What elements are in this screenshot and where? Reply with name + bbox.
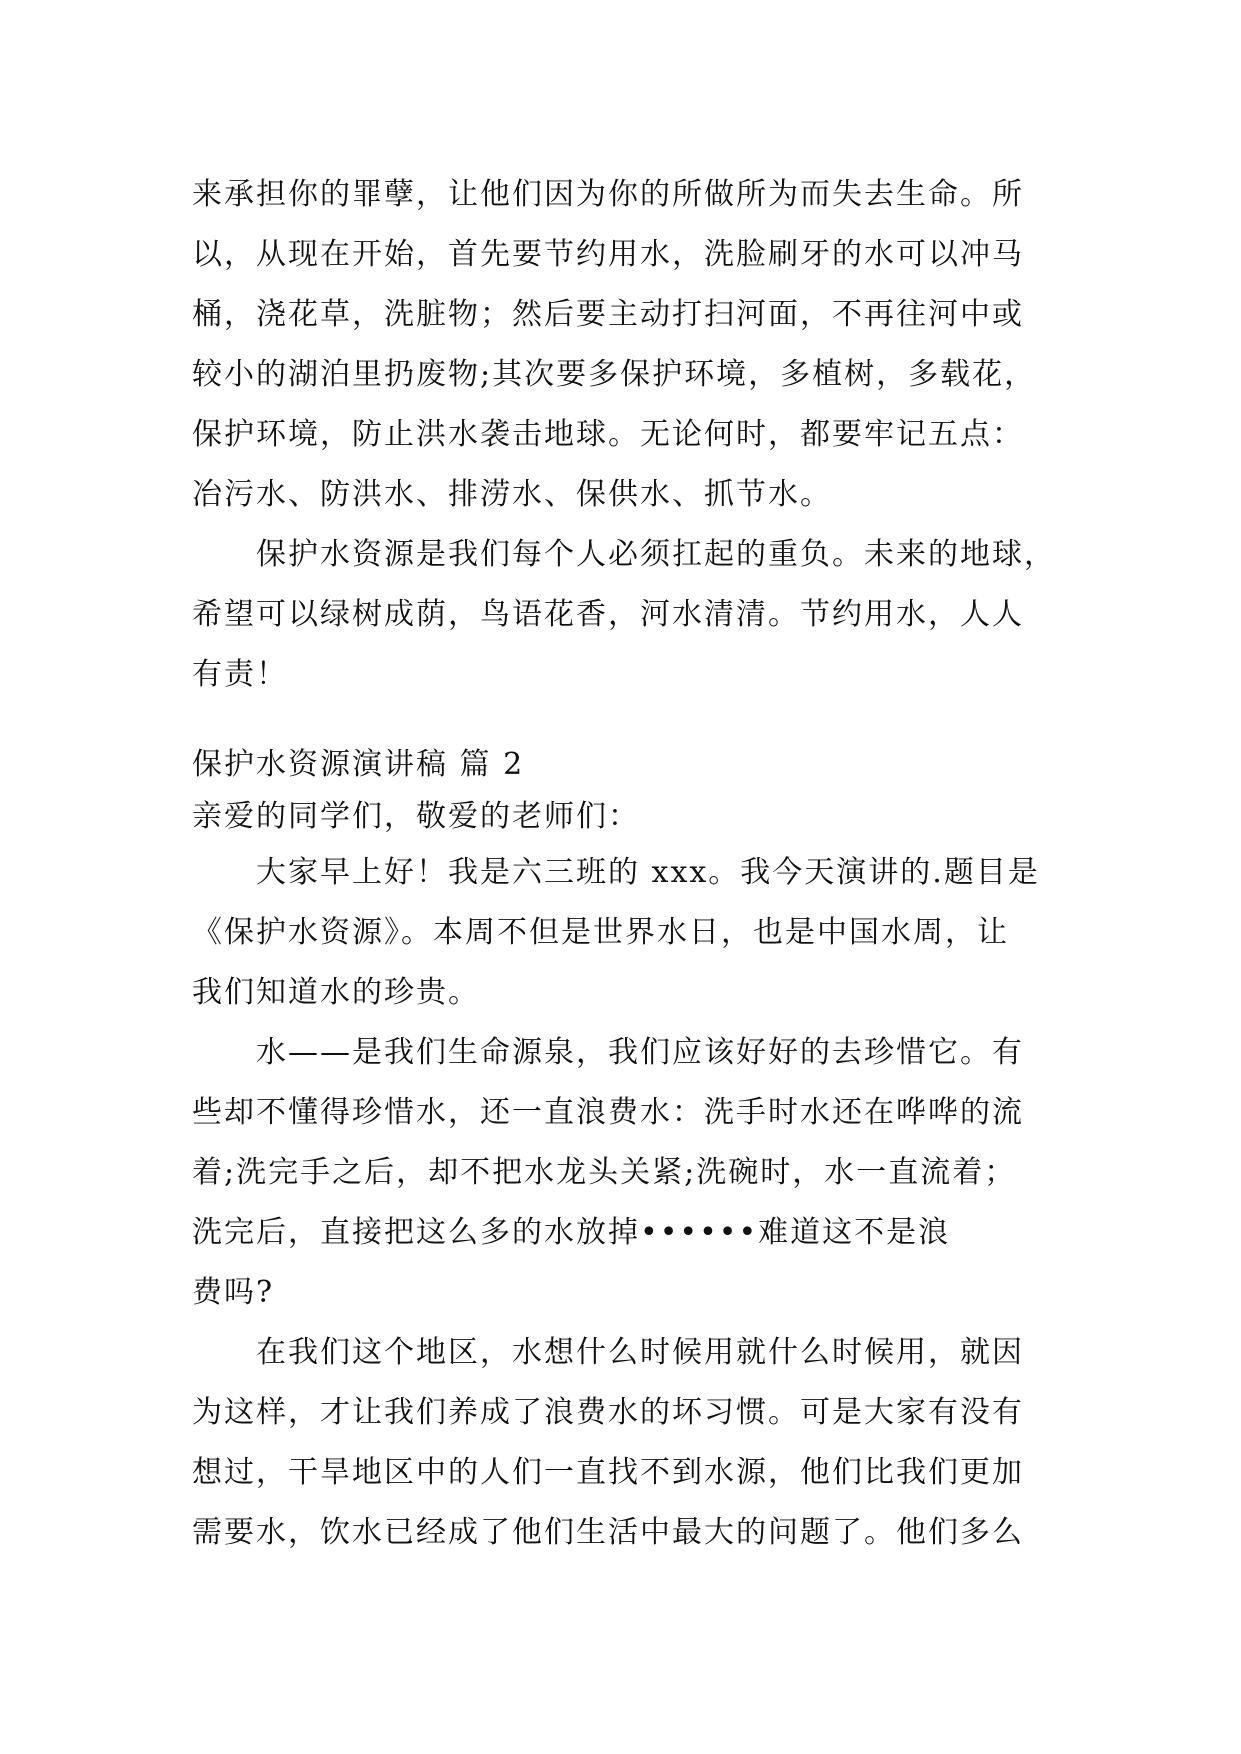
text-line: 较小的湖泊里扔废物;其次要多保护环境，多植树，多载花， [192, 357, 1037, 392]
text-line: 有责！ [192, 657, 288, 692]
paragraph-section1-2 [192, 525, 1056, 705]
text-line: 想过，干旱地区中的人们一直找不到水源，他们比我们更加 [192, 1455, 1024, 1490]
paragraph-section2-1 [192, 843, 1052, 1023]
text-line: 保护环境，防止洪水袭击地球。无论何时，都要牢记五点： [192, 417, 1024, 452]
text-line: 需要水，饮水已经成了他们生活中最大的问题了。他们多么 [192, 1515, 1024, 1550]
paragraph-section2-3 [192, 1323, 1052, 1563]
text-line: 保护水资源是我们每个人必须扛起的重负。未来的地球， [256, 537, 1056, 572]
greeting: 亲爱的同学们，敬爱的老师们： [192, 799, 640, 834]
text-line: 来承担你的罪孽，让他们因为你的所做所为而失去生命。所 [192, 177, 1024, 212]
text-line: 冶污水、防洪水、排涝水、保供水、抓节水。 [192, 477, 832, 512]
text-line: 桶，浇花草，洗脏物；然后要主动打扫河面，不再往河中或 [192, 297, 1024, 332]
paragraph-section2-2 [192, 1023, 1052, 1323]
paragraph-section1-1 [192, 165, 1052, 525]
text-line: 着;洗完手之后，却不把水龙头关紧;洗碗时，水一直流着； [192, 1155, 1017, 1190]
text-line: 为这样，才让我们养成了浪费水的坏习惯。可是大家有没有 [192, 1395, 1024, 1430]
text-line: 《保护水资源》。本周不但是世界水日，也是中国水周，让 [192, 915, 1009, 950]
text-line: 洗完后，直接把这么多的水放掉••••••难道这不是浪 [192, 1215, 951, 1250]
document-body [192, 165, 1056, 1563]
text-line: 费吗? [192, 1275, 275, 1310]
text-line: 希望可以绿树成荫，鸟语花香，河水清清。节约用水，人人 [192, 597, 1024, 632]
text-line: 大家早上好！我是六三班的 xxx。我今天演讲的.题目是 [256, 855, 1040, 890]
text-line: 以，从现在开始，首先要节约用水，洗脸刷牙的水可以冲马 [192, 237, 1024, 272]
text-line: 在我们这个地区，水想什么时候用就什么时候用，就因 [256, 1335, 1024, 1370]
text-line: 水——是我们生命源泉，我们应该好好的去珍惜它。有 [256, 1035, 1024, 1070]
section-gap [192, 705, 1052, 739]
text-line: 些却不懂得珍惜水，还一直浪费水：洗手时水还在哗哗的流 [192, 1095, 1024, 1130]
text-line: 我们知道水的珍贵。 [192, 975, 480, 1010]
section-title: 保护水资源演讲稿 篇 2 [192, 747, 525, 782]
